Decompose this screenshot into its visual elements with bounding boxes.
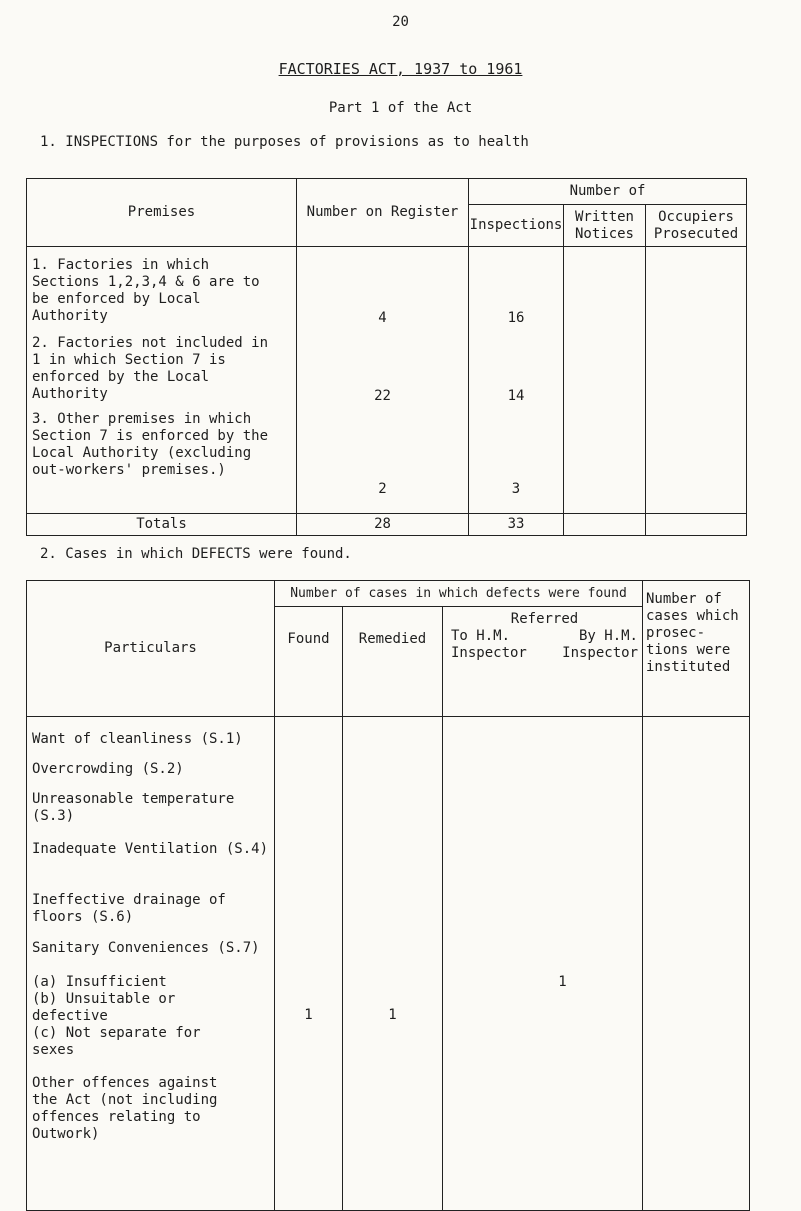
particular-4: Inadequate Ventilation (S.4) [32, 841, 269, 857]
header-by-hm: By H.M. Inspector [562, 628, 638, 661]
totals-occupiers [646, 514, 747, 536]
premises-row-1: 1. Factories in which Sections 1,2,3,4 & 6 are to be enforced by Local Authority [32, 257, 260, 324]
inspections-row-2: 14 [507, 388, 525, 404]
header-found: Found [275, 607, 343, 717]
remedied-value: 1 [388, 1007, 397, 1023]
totals-label: Totals [27, 514, 297, 536]
premises-cell [27, 247, 297, 514]
header-number-cases: Number of cases in which defects were found [275, 581, 643, 607]
premises-row-2: 2. Factories not included in 1 in which Section 7 is enforced by the Local Authority [32, 335, 269, 402]
header-referred: Referred [510, 611, 579, 627]
header-written-notices: Written Notices [564, 205, 646, 247]
found-value: 1 [304, 1007, 313, 1023]
register-row-2: 22 [374, 388, 391, 404]
totals-written [564, 514, 646, 536]
found-cell [275, 717, 343, 1211]
header-to-hm: To H.M. Inspector [451, 628, 527, 661]
written-cell [564, 247, 646, 514]
header-referred-block [443, 607, 643, 717]
particular-10: Other offences against the Act (not including offences relating to Outwork) [32, 1075, 218, 1142]
register-cell [297, 247, 469, 514]
particular-2: Overcrowding (S.2) [32, 761, 184, 777]
register-row-1: 4 [378, 310, 387, 326]
title-text: FACTORIES ACT, 1937 to 1961 [278, 60, 523, 78]
inspections-row-3: 3 [511, 481, 521, 497]
totals-inspections: 33 [469, 514, 564, 536]
particulars-cell [27, 717, 275, 1211]
header-particulars: Particulars [27, 581, 275, 717]
header-inspections: Inspections [469, 205, 564, 247]
header-premises: Premises [27, 179, 297, 247]
inspections-cell [469, 247, 564, 514]
particular-9: (c) Not separate for sexes [32, 1025, 201, 1058]
particular-3: Unreasonable temperature (S.3) [32, 791, 235, 824]
header-prosecutions: Number of cases which prosec- tions were instituted [643, 581, 750, 717]
section2-heading: 2. Cases in which DEFECTS were found. [40, 546, 352, 562]
register-row-3: 2 [378, 481, 387, 497]
occupiers-cell [646, 247, 747, 514]
remedied-cell [343, 717, 443, 1211]
inspections-row-1: 16 [507, 310, 525, 326]
prosecutions-cell [643, 717, 750, 1211]
section1-heading: 1. INSPECTIONS for the purposes of provisions as to health [40, 134, 529, 150]
header-number-of: Number of [469, 179, 747, 205]
header-register: Number on Register [297, 179, 469, 247]
premises-row-3: 3. Other premises in which Section 7 is enforced by the Local Authority (excluding out-workers' premises.) [32, 411, 269, 478]
referred-cell [443, 717, 643, 1211]
defects-table [26, 580, 750, 1211]
particular-7: (a) Insufficient [32, 974, 167, 990]
page-title [0, 60, 801, 78]
particular-8: (b) Unsuitable or defective [32, 991, 176, 1024]
particular-1: Want of cleanliness (S.1) [32, 731, 243, 747]
page-subtitle: Part 1 of the Act [328, 100, 473, 116]
particular-6: Sanitary Conveniences (S.7) [32, 940, 260, 956]
inspections-table [26, 178, 747, 536]
totals-register: 28 [297, 514, 469, 536]
header-remedied: Remedied [343, 607, 443, 717]
page-number: 20 [392, 14, 409, 30]
referred-value: 1 [558, 974, 567, 990]
header-occupiers-prosecuted: Occupiers Prosecuted [646, 205, 747, 247]
particular-5: Ineffective drainage of floors (S.6) [32, 892, 226, 925]
